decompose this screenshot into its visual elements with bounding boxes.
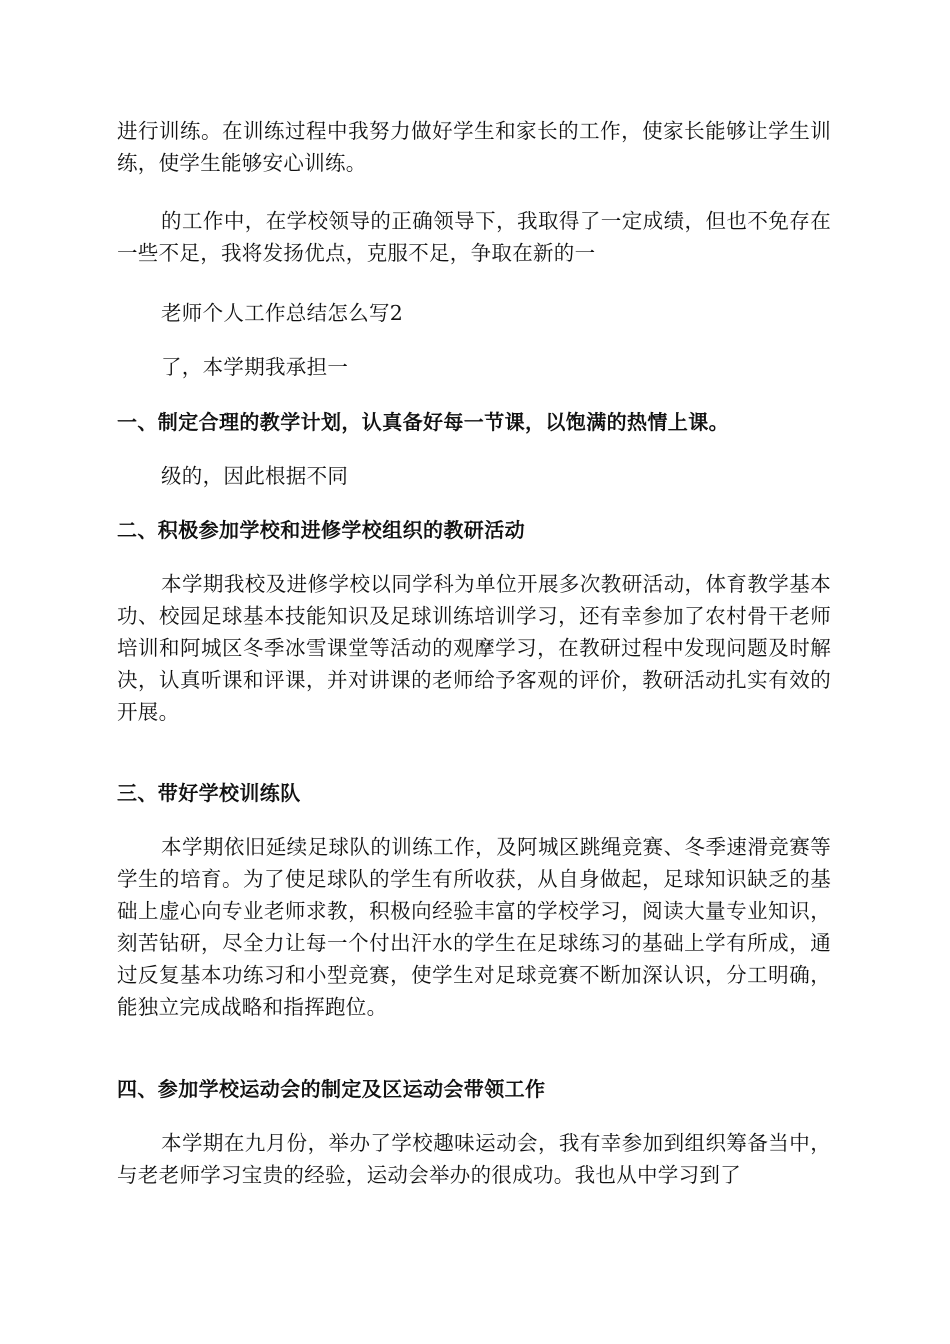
paragraph-training-intro: 进行训练。在训练过程中我努力做好学生和家长的工作，使家长能够让学生训练，使学生能够安心训练。 [117, 119, 831, 175]
section-heading-4: 四、参加学校运动会的制定及区运动会带领工作 [117, 1077, 546, 1101]
paragraph-work-summary: 的工作中，在学校领导的正确领导下，我取得了一定成绩，但也不免存在一些不足，我将发扬优点，克服不足，争取在新的一 [117, 209, 831, 265]
paragraph-sports-meet: 本学期在九月份，举办了学校趣味运动会，我有幸参加到组织筹备当中，与老老师学习宝贵的经验，运动会举办的很成功。我也从中学习到了 [117, 1131, 831, 1187]
paragraph-research-activities: 本学期我校及进修学校以同学科为单位开展多次教研活动，体育教学基本功、校园足球基本技能知识及足球训练培训学习，还有幸参加了农村骨干老师培训和阿城区冬季冰雪课堂等活动的观摩学习，在教研过程中发现问题及时解决，认真听课和评课，并对讲课的老师给予客观的评价，教研活动扎实有效的开展。 [117, 572, 831, 724]
section-heading-2: 二、积极参加学校和进修学校组织的教研活动 [117, 518, 525, 542]
paragraph-semester-duty: 了，本学期我承担一 [161, 355, 349, 379]
paragraph-grade-levels: 级的，因此根据不同 [161, 464, 349, 488]
section-heading-3: 三、带好学校训练队 [117, 781, 301, 805]
section-heading-1: 一、制定合理的教学计划，认真备好每一节课，以饱满的热情上课。 [117, 410, 729, 434]
document-subtitle: 老师个人工作总结怎么写2 [161, 301, 404, 325]
paragraph-training-team: 本学期依旧延续足球队的训练工作，及阿城区跳绳竞赛、冬季速滑竞赛等学生的培育。为了使足球队的学生有所收获，从自身做起，足球知识缺乏的基础上虚心向专业老师求教，积极向经验丰富的学校学习，阅读大量专业知识，刻苦钻研，尽全力让每一个付出汗水的学生在足球练习的基础上学有所成，通过反复基本功练习和小型竞赛，使学生对足球竞赛不断加深认识，分工明确，能独立完成战略和指挥跑位。 [117, 835, 831, 1019]
